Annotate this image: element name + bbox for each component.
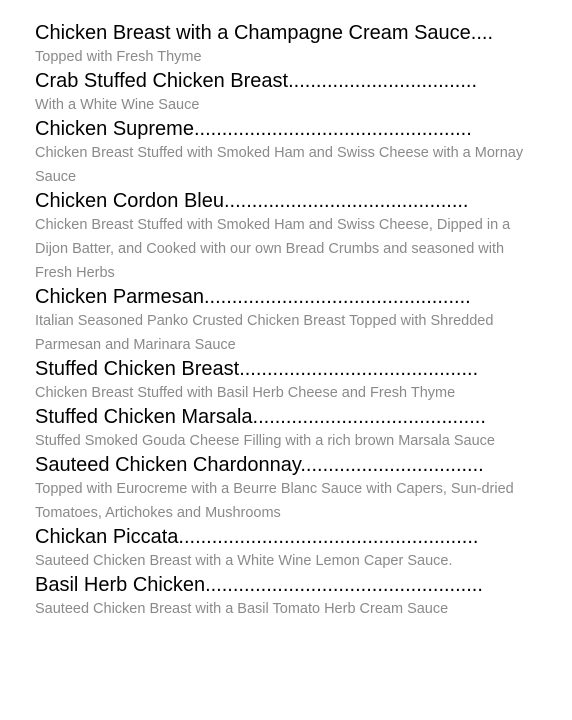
menu-item-description: Chicken Breast Stuffed with Basil Herb Cheese and Fresh Thyme <box>35 385 456 401</box>
menu-item-description: Sauteed Chicken Breast with a Basil Tomato Herb Cream Sauce <box>35 601 449 617</box>
menu-item <box>35 117 565 189</box>
menu-item <box>35 573 565 621</box>
menu-item-title: Sauteed Chicken Chardonnay................................. <box>35 454 484 476</box>
menu-item <box>35 525 565 573</box>
menu-item-title: Chicken Parmesan................................................ <box>35 286 471 308</box>
menu-item <box>35 69 565 117</box>
menu-item-title: Basil Herb Chicken.................................................. <box>35 574 483 596</box>
menu-item <box>35 285 565 357</box>
menu-item-description: With a White Wine Sauce <box>35 97 200 113</box>
menu-item-description: Chicken Breast Stuffed with Smoked Ham and Swiss Cheese with a Mornay Sauce <box>35 145 524 185</box>
menu-item-description: Chicken Breast Stuffed with Smoked Ham and Swiss Cheese, Dipped in a Dijon Batter, and Cooked with our own Bread Crumbs and seasoned with Fresh Herbs <box>35 217 511 281</box>
menu-item-title: Stuffed Chicken Marsala.......................................... <box>35 406 486 428</box>
menu-item <box>35 21 565 69</box>
menu-item-description: Topped with Fresh Thyme <box>35 49 202 65</box>
menu-item-description: Sauteed Chicken Breast with a White Wine Lemon Caper Sauce. <box>35 553 453 569</box>
menu-item-title: Chickan Piccata...................................................... <box>35 526 479 548</box>
menu-item <box>35 453 565 525</box>
menu-item <box>35 357 565 405</box>
menu-item-title: Stuffed Chicken Breast........................................... <box>35 358 479 380</box>
menu-item <box>35 189 565 285</box>
menu-item <box>35 405 565 453</box>
menu-item-title: Chicken Supreme.................................................. <box>35 118 472 140</box>
menu-item-title: Chicken Breast with a Champagne Cream Sauce.... <box>35 22 493 44</box>
menu-item-title: Crab Stuffed Chicken Breast.................................. <box>35 70 478 92</box>
menu-item-description: Topped with Eurocreme with a Beurre Blanc Sauce with Capers, Sun-dried Tomatoes, Artichokes and Mushrooms <box>35 481 514 521</box>
menu-item-title: Chicken Cordon Bleu............................................ <box>35 190 469 212</box>
menu-item-description: Italian Seasoned Panko Crusted Chicken Breast Topped with Shredded Parmesan and Marinara Sauce <box>35 313 494 353</box>
menu-list <box>35 21 565 621</box>
menu-item-description: Stuffed Smoked Gouda Cheese Filling with a rich brown Marsala Sauce <box>35 433 495 449</box>
